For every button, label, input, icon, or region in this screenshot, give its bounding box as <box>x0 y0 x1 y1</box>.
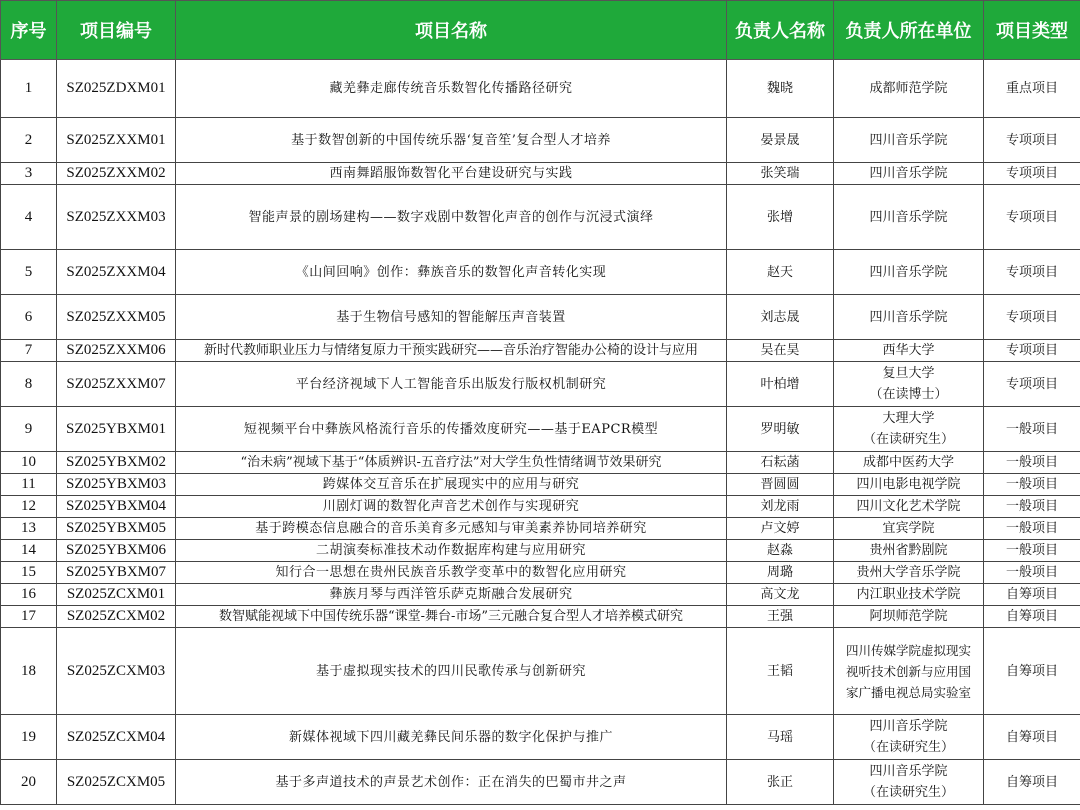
table-row <box>1 540 1080 562</box>
cell-index: 10 <box>1 452 57 474</box>
cell-index: 7 <box>1 340 57 362</box>
cell-code: SZ025YBXM06 <box>57 540 176 562</box>
table-row <box>1 474 1080 496</box>
cell-unit: 四川电影电视学院 <box>834 474 984 496</box>
table-row <box>1 584 1080 606</box>
header-index: 序号 <box>1 1 57 60</box>
cell-code: SZ025ZXXM05 <box>57 295 176 340</box>
cell-index: 5 <box>1 250 57 295</box>
cell-type: 一般项目 <box>984 540 1080 562</box>
table-row <box>1 518 1080 540</box>
cell-index: 20 <box>1 760 57 805</box>
cell-leader: 张增 <box>727 185 834 250</box>
table-row <box>1 340 1080 362</box>
cell-index: 9 <box>1 407 57 452</box>
cell-unit: 成都中医药大学 <box>834 452 984 474</box>
header-type: 项目类型 <box>984 1 1080 60</box>
cell-type: 专项项目 <box>984 185 1080 250</box>
cell-name: 短视频平台中彝族风格流行音乐的传播效度研究——基于EAPCR模型 <box>176 407 727 452</box>
table-row <box>1 60 1080 118</box>
cell-index: 8 <box>1 362 57 407</box>
table-row <box>1 562 1080 584</box>
cell-unit: 四川音乐学院 <box>834 118 984 163</box>
cell-unit: 贵州省黔剧院 <box>834 540 984 562</box>
cell-type: 专项项目 <box>984 250 1080 295</box>
cell-leader: 晋圆圆 <box>727 474 834 496</box>
cell-unit: 贵州大学音乐学院 <box>834 562 984 584</box>
cell-type: 自筹项目 <box>984 584 1080 606</box>
cell-unit: 大理大学 （在读研究生） <box>834 407 984 452</box>
cell-leader: 王韬 <box>727 628 834 715</box>
cell-leader: 晏景晟 <box>727 118 834 163</box>
cell-code: SZ025ZCXM03 <box>57 628 176 715</box>
cell-type: 专项项目 <box>984 163 1080 185</box>
cell-index: 18 <box>1 628 57 715</box>
cell-name: 数智赋能视域下中国传统乐器“课堂-舞台-市场”三元融合复合型人才培养模式研究 <box>176 606 727 628</box>
cell-leader: 周璐 <box>727 562 834 584</box>
cell-leader: 赵淼 <box>727 540 834 562</box>
cell-type: 一般项目 <box>984 518 1080 540</box>
cell-type: 自筹项目 <box>984 715 1080 760</box>
cell-leader: 王强 <box>727 606 834 628</box>
cell-index: 6 <box>1 295 57 340</box>
cell-type: 专项项目 <box>984 362 1080 407</box>
cell-leader: 魏晓 <box>727 60 834 118</box>
table-row <box>1 628 1080 715</box>
cell-leader: 吴在昊 <box>727 340 834 362</box>
table-row <box>1 362 1080 407</box>
header-row <box>1 1 1080 60</box>
table-row <box>1 496 1080 518</box>
header-unit: 负责人所在单位 <box>834 1 984 60</box>
cell-name: 平台经济视域下人工智能音乐出版发行版权机制研究 <box>176 362 727 407</box>
cell-type: 重点项目 <box>984 60 1080 118</box>
cell-name: 二胡演奏标准技术动作数据库构建与应用研究 <box>176 540 727 562</box>
header-leader: 负责人名称 <box>727 1 834 60</box>
cell-index: 19 <box>1 715 57 760</box>
cell-type: 自筹项目 <box>984 760 1080 805</box>
cell-type: 一般项目 <box>984 474 1080 496</box>
cell-name: 基于跨模态信息融合的音乐美育多元感知与审美素养协同培养研究 <box>176 518 727 540</box>
cell-code: SZ025YBXM04 <box>57 496 176 518</box>
cell-code: SZ025ZXXM07 <box>57 362 176 407</box>
cell-index: 2 <box>1 118 57 163</box>
cell-index: 3 <box>1 163 57 185</box>
cell-name: 新媒体视域下四川藏羌彝民间乐器的数字化保护与推广 <box>176 715 727 760</box>
cell-name: 基于生物信号感知的智能解压声音装置 <box>176 295 727 340</box>
table-row <box>1 452 1080 474</box>
cell-name: 西南舞蹈服饰数智化平台建设研究与实践 <box>176 163 727 185</box>
cell-name: 藏羌彝走廊传统音乐数智化传播路径研究 <box>176 60 727 118</box>
cell-type: 专项项目 <box>984 118 1080 163</box>
cell-code: SZ025YBXM05 <box>57 518 176 540</box>
cell-code: SZ025ZCXM01 <box>57 584 176 606</box>
cell-code: SZ025ZXXM01 <box>57 118 176 163</box>
cell-index: 16 <box>1 584 57 606</box>
cell-unit: 四川音乐学院 （在读研究生） <box>834 760 984 805</box>
cell-unit: 四川音乐学院 <box>834 295 984 340</box>
table-row <box>1 606 1080 628</box>
cell-name: 《山间回响》创作：彝族音乐的数智化声音转化实现 <box>176 250 727 295</box>
cell-index: 14 <box>1 540 57 562</box>
cell-type: 自筹项目 <box>984 606 1080 628</box>
header-name: 项目名称 <box>176 1 727 60</box>
header-code: 项目编号 <box>57 1 176 60</box>
cell-code: SZ025YBXM02 <box>57 452 176 474</box>
cell-code: SZ025ZXXM03 <box>57 185 176 250</box>
cell-index: 4 <box>1 185 57 250</box>
cell-unit: 内江职业技术学院 <box>834 584 984 606</box>
cell-index: 13 <box>1 518 57 540</box>
cell-unit: 四川音乐学院 （在读研究生） <box>834 715 984 760</box>
table-row <box>1 118 1080 163</box>
cell-unit: 四川文化艺术学院 <box>834 496 984 518</box>
cell-leader: 马瑶 <box>727 715 834 760</box>
cell-name: 基于数智创新的中国传统乐器‘复音笙’复合型人才培养 <box>176 118 727 163</box>
cell-code: SZ025ZXXM04 <box>57 250 176 295</box>
cell-name: 智能声景的剧场建构——数字戏剧中数智化声音的创作与沉浸式演绎 <box>176 185 727 250</box>
cell-name: 新时代教师职业压力与情绪复原力干预实践研究——音乐治疗智能办公椅的设计与应用 <box>176 340 727 362</box>
cell-name: 知行合一思想在贵州民族音乐教学变革中的数智化应用研究 <box>176 562 727 584</box>
cell-code: SZ025YBXM01 <box>57 407 176 452</box>
cell-type: 专项项目 <box>984 340 1080 362</box>
cell-type: 一般项目 <box>984 562 1080 584</box>
cell-name: 基于多声道技术的声景艺术创作：正在消失的巴蜀市井之声 <box>176 760 727 805</box>
cell-code: SZ025ZCXM02 <box>57 606 176 628</box>
table-row <box>1 760 1080 805</box>
cell-name: 彝族月琴与西洋管乐萨克斯融合发展研究 <box>176 584 727 606</box>
cell-leader: 高文龙 <box>727 584 834 606</box>
cell-type: 一般项目 <box>984 452 1080 474</box>
table-row <box>1 250 1080 295</box>
cell-index: 1 <box>1 60 57 118</box>
cell-leader: 赵天 <box>727 250 834 295</box>
cell-leader: 张笑瑞 <box>727 163 834 185</box>
cell-code: SZ025YBXM03 <box>57 474 176 496</box>
cell-leader: 石耘菡 <box>727 452 834 474</box>
cell-name: 跨媒体交互音乐在扩展现实中的应用与研究 <box>176 474 727 496</box>
cell-code: SZ025ZXXM02 <box>57 163 176 185</box>
table-row <box>1 295 1080 340</box>
cell-leader: 刘志晟 <box>727 295 834 340</box>
cell-code: SZ025ZDXM01 <box>57 60 176 118</box>
cell-unit: 四川音乐学院 <box>834 163 984 185</box>
cell-type: 自筹项目 <box>984 628 1080 715</box>
cell-name: “治未病”视域下基于“体质辨识-五音疗法”对大学生负性情绪调节效果研究 <box>176 452 727 474</box>
cell-code: SZ025ZCXM04 <box>57 715 176 760</box>
cell-unit: 复旦大学 （在读博士） <box>834 362 984 407</box>
cell-index: 15 <box>1 562 57 584</box>
cell-leader: 罗明敏 <box>727 407 834 452</box>
table-row <box>1 185 1080 250</box>
cell-name: 基于虚拟现实技术的四川民歌传承与创新研究 <box>176 628 727 715</box>
cell-unit: 四川音乐学院 <box>834 185 984 250</box>
cell-leader: 卢文婷 <box>727 518 834 540</box>
cell-leader: 刘龙雨 <box>727 496 834 518</box>
cell-type: 专项项目 <box>984 295 1080 340</box>
cell-type: 一般项目 <box>984 496 1080 518</box>
cell-leader: 张正 <box>727 760 834 805</box>
cell-unit: 成都师范学院 <box>834 60 984 118</box>
cell-unit: 西华大学 <box>834 340 984 362</box>
table-row <box>1 163 1080 185</box>
cell-index: 11 <box>1 474 57 496</box>
cell-name: 川剧灯调的数智化声音艺术创作与实现研究 <box>176 496 727 518</box>
cell-type: 一般项目 <box>984 407 1080 452</box>
cell-leader: 叶柏增 <box>727 362 834 407</box>
table-row <box>1 407 1080 452</box>
cell-unit: 宜宾学院 <box>834 518 984 540</box>
cell-code: SZ025ZCXM05 <box>57 760 176 805</box>
cell-unit: 四川传媒学院虚拟现实 视听技术创新与应用国 家广播电视总局实验室 <box>834 628 984 715</box>
cell-index: 12 <box>1 496 57 518</box>
cell-code: SZ025ZXXM06 <box>57 340 176 362</box>
cell-code: SZ025YBXM07 <box>57 562 176 584</box>
cell-unit: 阿坝师范学院 <box>834 606 984 628</box>
cell-unit: 四川音乐学院 <box>834 250 984 295</box>
table-row <box>1 715 1080 760</box>
cell-index: 17 <box>1 606 57 628</box>
